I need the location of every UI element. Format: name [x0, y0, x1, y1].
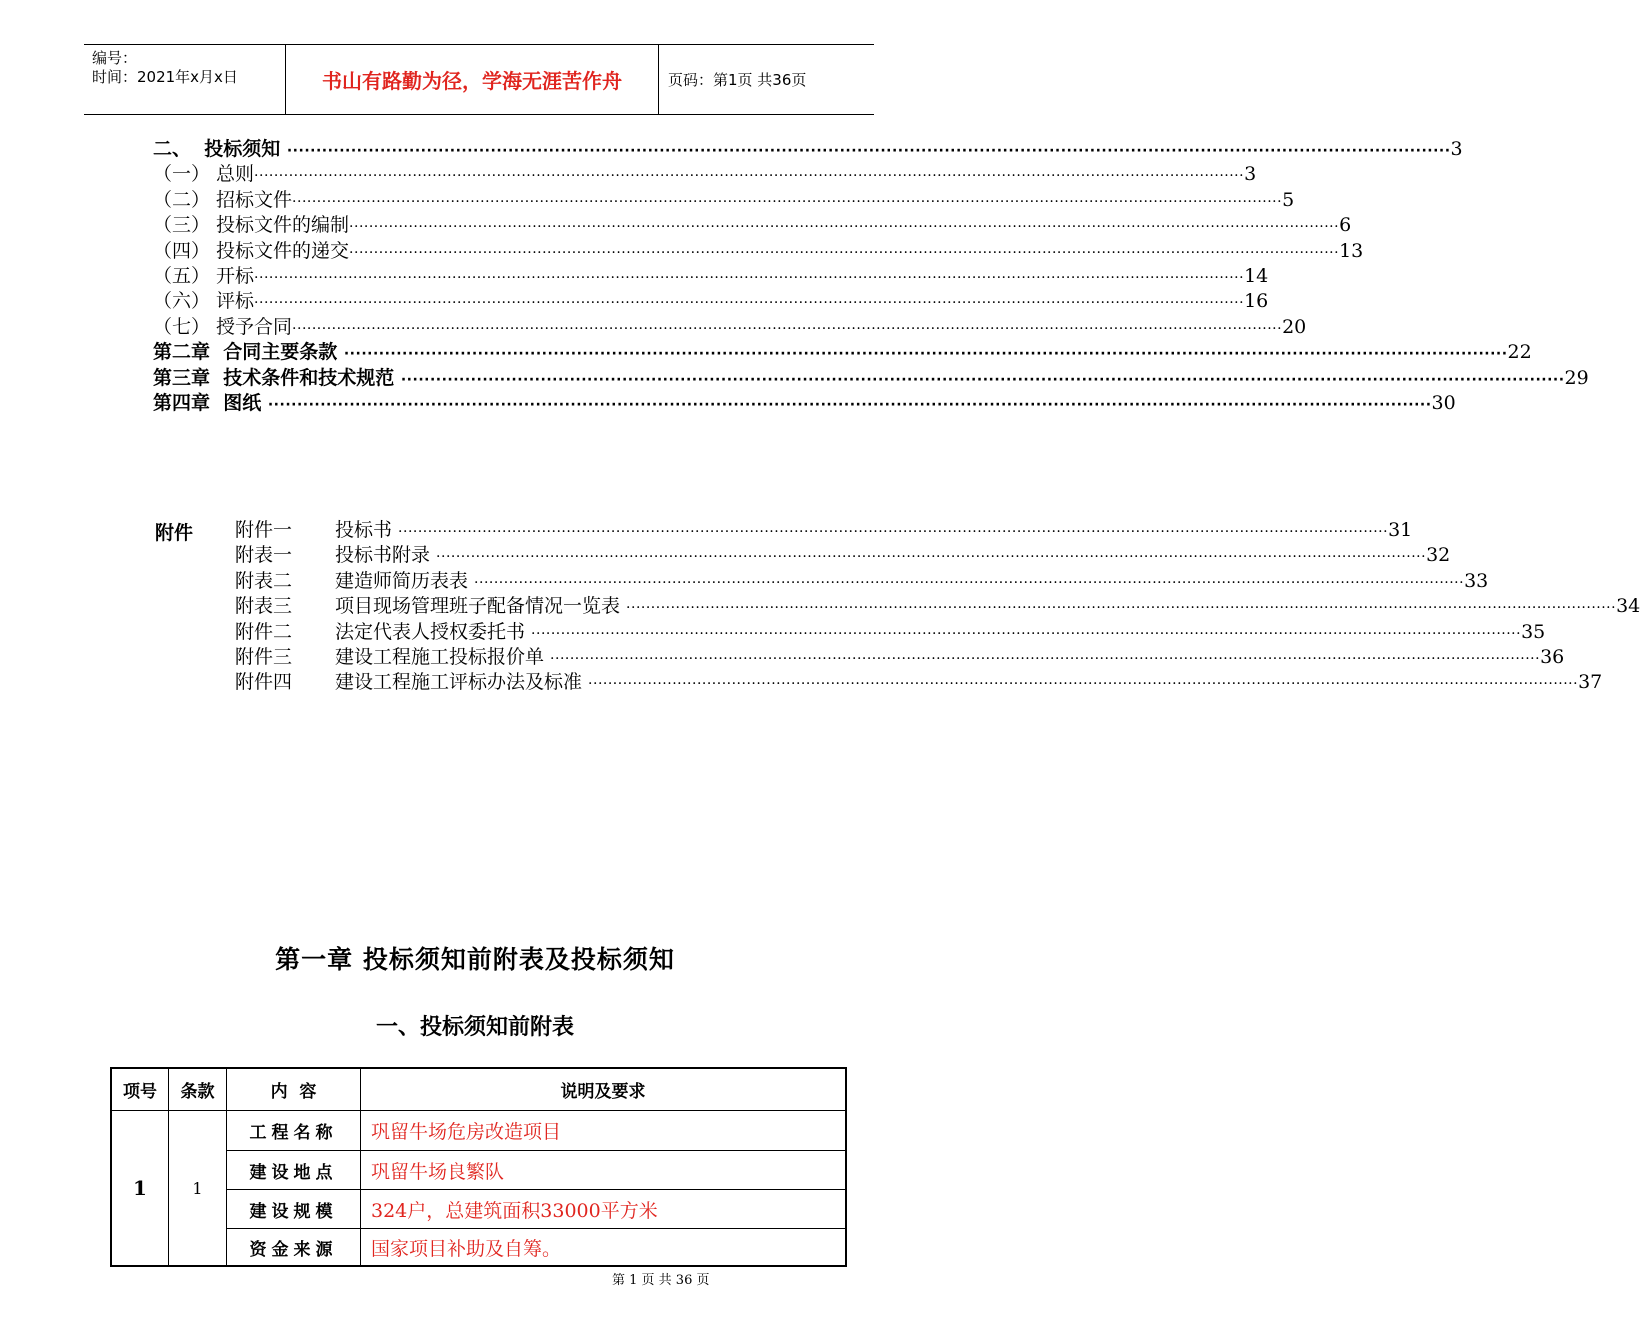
table-value-cell: 324户，总建筑面积33000平方米 — [371, 1199, 658, 1222]
toc-leader-dots: ········································································································································································································ — [349, 219, 1340, 236]
attachment-entry — [335, 645, 1565, 670]
toc-entry-page: 14 — [1244, 265, 1269, 287]
toc-leader-dots: ········································································································································································································ — [531, 625, 1522, 642]
toc-entry-page: 13 — [1339, 239, 1364, 262]
toc-leader-dots: ········································································································································································································ — [254, 295, 1245, 312]
table-header-cell: 项号 — [123, 1082, 157, 1102]
header-page-label: 页码：第1页 共36页 — [668, 71, 807, 89]
table-header-cell: 条款 — [180, 1082, 215, 1102]
clause-number: 1 — [192, 1178, 203, 1198]
attachment-page: 31 — [1388, 519, 1413, 541]
table-key-cell: 工程名称 — [249, 1123, 338, 1143]
toc-entry — [153, 264, 1269, 289]
attachment-code: 附件三 — [235, 646, 293, 668]
toc-entry-page: 30 — [1431, 392, 1456, 414]
table-header-cell: 内 容 — [270, 1082, 317, 1102]
toc-entry-label: （一） 总则 — [153, 163, 255, 186]
toc-entry-label: 第三章 技术条件和技术规范 — [153, 366, 401, 389]
toc-leader-dots: ········································································································································································································ — [292, 320, 1283, 337]
attachment-entry — [335, 620, 1546, 645]
header-divider — [658, 45, 659, 114]
header-meta — [92, 49, 238, 87]
table-value-cell: 国家项目补助及自筹。 — [371, 1237, 562, 1260]
item-number: 1 — [133, 1176, 147, 1200]
toc-leader-dots: ········································································································································································································ — [400, 371, 1565, 388]
toc-entry — [153, 162, 1257, 187]
attachment-title: 建设工程施工投标报价单 — [335, 646, 551, 668]
attachment-title: 法定代表人授权委托书 — [335, 620, 532, 643]
attachment-page: 35 — [1521, 620, 1546, 643]
toc-entry-label: 第四章 图纸 — [153, 392, 268, 414]
toc-entry — [153, 340, 1532, 365]
table-key-cell: 建设地点 — [249, 1162, 338, 1183]
attachment-code: 附表一 — [235, 544, 293, 567]
table-header-cell: 说明及要求 — [560, 1082, 646, 1102]
attachment-page: 37 — [1578, 671, 1603, 694]
attachment-page: 36 — [1540, 646, 1565, 668]
header-motto: 书山有路勤为径，学海无涯苦作舟 — [322, 69, 622, 93]
toc-entry — [153, 315, 1307, 340]
attachment-code: 附件二 — [235, 620, 293, 643]
toc-entry-page: 6 — [1339, 214, 1352, 237]
attachment-code: 附件四 — [235, 671, 293, 694]
toc-entry — [153, 391, 1456, 416]
section-title: 一、投标须知前附表 — [375, 1015, 574, 1040]
attachment-title: 项目现场管理班子配备情况一览表 — [335, 595, 627, 618]
toc-leader-dots: ········································································································································································································ — [254, 168, 1245, 185]
toc-leader-dots: ········································································································································································································ — [292, 193, 1283, 210]
toc-entry-page: 3 — [1450, 138, 1463, 160]
toc-entry-label: 二、 投标须知 — [153, 138, 287, 160]
toc-entry-label: （五） 开标 — [153, 265, 255, 287]
table-value-cell: 巩留牛场危房改造项目 — [371, 1121, 562, 1143]
toc-entry-page: 29 — [1564, 366, 1589, 389]
attachment-entry — [335, 543, 1451, 568]
toc-entry-page: 22 — [1507, 341, 1532, 364]
attachment-page: 34 — [1616, 595, 1640, 618]
attachment-title: 投标书附录 — [335, 544, 437, 567]
toc-leader-dots: ········································································································································································································ — [286, 143, 1451, 159]
toc-entry — [153, 213, 1352, 238]
attachment-entry — [335, 518, 1413, 543]
attachment-code: 附件一 — [235, 519, 293, 541]
attachment-code: 附表二 — [235, 569, 293, 592]
attachments-heading: 附件 — [155, 522, 194, 544]
toc-entry-page: 5 — [1282, 188, 1295, 211]
attachment-page: 33 — [1464, 569, 1489, 592]
toc-entry — [153, 239, 1364, 264]
attachment-code: 附表三 — [235, 595, 293, 618]
page-header — [84, 44, 874, 115]
page-footer: 第 1 页 共 36 页 — [612, 1273, 710, 1288]
toc-entry — [153, 137, 1463, 162]
toc-entry — [153, 188, 1295, 213]
attachment-page: 32 — [1426, 544, 1451, 567]
toc-entry — [153, 289, 1269, 314]
attachment-title: 投标书 — [335, 519, 399, 541]
table-key-cell: 资金来源 — [249, 1239, 338, 1260]
toc-leader-dots: ········································································································································································································ — [254, 270, 1245, 286]
attachment-title: 建造师简历表表 — [335, 569, 475, 592]
header-time-label: 时间：2021年x月x日 — [92, 68, 238, 86]
toc-entry — [153, 366, 1589, 391]
toc-leader-dots: ········································································································································································································ — [588, 676, 1579, 693]
header-number-label: 编号： — [92, 49, 138, 67]
toc-leader-dots: ········································································································································································································ — [349, 244, 1340, 261]
toc-entry-page: 20 — [1282, 315, 1307, 338]
toc-leader-dots: ········································································································································································································ — [550, 651, 1541, 667]
attachment-entry — [335, 594, 1640, 619]
toc-entry-page: 3 — [1244, 163, 1257, 186]
toc-entry-label: （七） 授予合同 — [153, 315, 293, 338]
attachment-entry — [335, 569, 1489, 594]
table-value-cell: 巩留牛场良繁队 — [371, 1160, 505, 1183]
attachment-title: 建设工程施工评标办法及标准 — [335, 671, 589, 694]
toc-leader-dots: ········································································································································································································ — [626, 600, 1617, 617]
toc-entry-label: （三） 投标文件的编制 — [153, 214, 350, 237]
toc-leader-dots: ········································································································································································································ — [436, 549, 1427, 566]
toc-leader-dots: ········································································································································································································ — [343, 346, 1508, 363]
toc-leader-dots: ········································································································································································································ — [398, 524, 1389, 540]
attachment-entry — [335, 670, 1603, 695]
toc-entry-page: 16 — [1244, 290, 1269, 313]
toc-entry-label: 第二章 合同主要条款 — [153, 341, 344, 364]
toc-entry-label: （六） 评标 — [153, 290, 255, 313]
toc-entry-label: （二） 招标文件 — [153, 188, 293, 211]
toc-leader-dots: ········································································································································································································ — [474, 574, 1465, 591]
toc-entry-label: （四） 投标文件的递交 — [153, 239, 350, 262]
table-key-cell: 建设规模 — [249, 1201, 338, 1222]
notice-table — [110, 1067, 847, 1267]
toc-leader-dots: ········································································································································································································ — [267, 397, 1432, 413]
chapter-title: 第一章 投标须知前附表及投标须知 — [275, 945, 675, 974]
